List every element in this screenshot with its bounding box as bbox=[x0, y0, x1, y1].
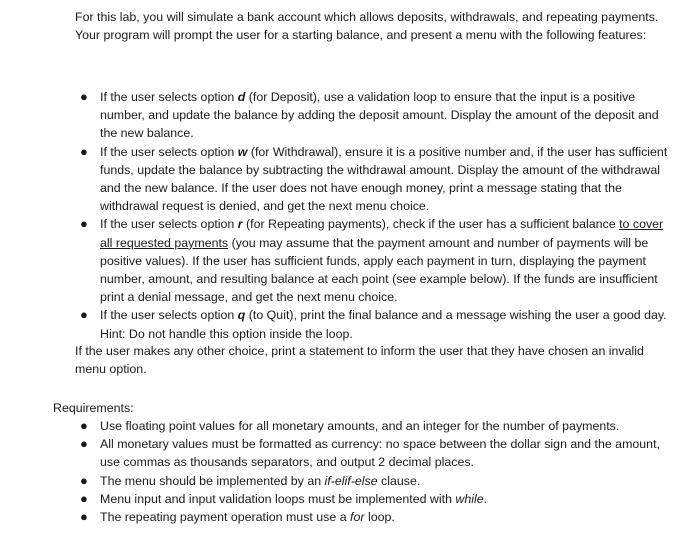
feature-item-withdrawal bbox=[75, 143, 675, 216]
feature-text-pre: If the user selects option bbox=[100, 90, 238, 104]
feature-text-post: (for Deposit), use a validation loop to ensure that the input is a positive number, and update the balance by adding the deposit amount. Display the amount of the deposit and the new balance. bbox=[100, 90, 659, 141]
requirement-text-post: . bbox=[483, 491, 488, 506]
option-letter: d bbox=[237, 90, 246, 104]
bullet-dot-icon: ● bbox=[80, 143, 88, 159]
bullet-dot-icon: ● bbox=[80, 307, 88, 323]
option-letter: q bbox=[237, 308, 246, 323]
requirement-text-em: while bbox=[455, 491, 484, 506]
requirement-item bbox=[75, 490, 675, 508]
requirement-text-post: clause. bbox=[377, 473, 421, 488]
bullet-dot-icon: ● bbox=[80, 472, 88, 488]
feature-item-repeating bbox=[75, 215, 675, 306]
option-letter: w bbox=[237, 144, 248, 159]
feature-text-post: (for Withdrawal), ensure it is a positive number and, if the user has sufficient funds, update the balance by subtracting the withdrawal amount. Display the amount of the withdrawal and the new balance. If the user does not have enough money, print a message stating that the withdrawal request is denied, and get the next menu choice. bbox=[100, 144, 668, 214]
feature-text-pre: If the user selects option bbox=[100, 217, 238, 232]
underlined-phrase: to cover all requested payments bbox=[100, 217, 664, 250]
requirement-item bbox=[75, 508, 675, 526]
option-letter: r bbox=[237, 217, 243, 232]
feature-text-pre: If the user selects option bbox=[100, 144, 238, 159]
requirements-list bbox=[75, 417, 675, 526]
requirement-text-pre: Use floating point values for all monetary amounts, and an integer for the number of payments. bbox=[100, 419, 620, 433]
outro-paragraph: If the user makes any other choice, print a statement to inform the user that they have chosen an invalid menu option. bbox=[75, 344, 644, 377]
intro-paragraph: For this lab, you will simulate a bank account which allows deposits, withdrawals, and repeating payments. Your program will prompt the user for a starting balance, and present a menu with the following features: bbox=[75, 10, 659, 43]
bullet-dot-icon: ● bbox=[80, 436, 88, 452]
requirement-item bbox=[75, 472, 675, 490]
requirement-text-em: if-elif-else bbox=[324, 473, 378, 488]
bullet-dot-icon: ● bbox=[80, 509, 88, 525]
requirement-text-pre: The repeating payment operation must use a bbox=[100, 510, 351, 525]
feature-item-deposit bbox=[75, 88, 675, 143]
requirement-text-post: loop. bbox=[364, 510, 395, 525]
requirement-text-pre: The menu should be implemented by an bbox=[100, 473, 325, 488]
feature-text-pre: If the user selects option bbox=[100, 308, 238, 323]
requirement-text-em: for bbox=[350, 510, 365, 525]
feature-text-post: (you may assume that the payment amount and number of payments will be positive values). If the user has sufficient funds, apply each payment in turn, displaying the payment number, amount, and resulting balance at each point (see example below). If the funds are insufficient print a denial message, and get the next menu choice. bbox=[100, 235, 658, 305]
feature-text-mid: (for Repeating payments), check if the user has a sufficient balance bbox=[242, 217, 620, 232]
requirement-item bbox=[75, 435, 675, 471]
bullet-dot-icon: ● bbox=[80, 490, 88, 506]
feature-item-quit bbox=[75, 306, 675, 342]
requirement-text-pre: All monetary values must be formatted as currency: no space between the dollar sign and the amount, use commas as thousands separators, and output 2 decimal places. bbox=[100, 437, 660, 470]
requirement-item bbox=[75, 417, 675, 435]
requirement-text-pre: Menu input and input validation loops must be implemented with bbox=[100, 491, 456, 506]
feature-list bbox=[75, 88, 675, 343]
bullet-dot-icon: ● bbox=[80, 216, 88, 232]
requirements-heading: Requirements: bbox=[53, 401, 134, 415]
bullet-dot-icon: ● bbox=[80, 418, 88, 433]
feature-text-post: (to Quit), print the final balance and a message wishing the user a good day. Hint: Do not handle this option inside the loop. bbox=[100, 308, 667, 341]
bullet-dot-icon: ● bbox=[80, 89, 88, 104]
